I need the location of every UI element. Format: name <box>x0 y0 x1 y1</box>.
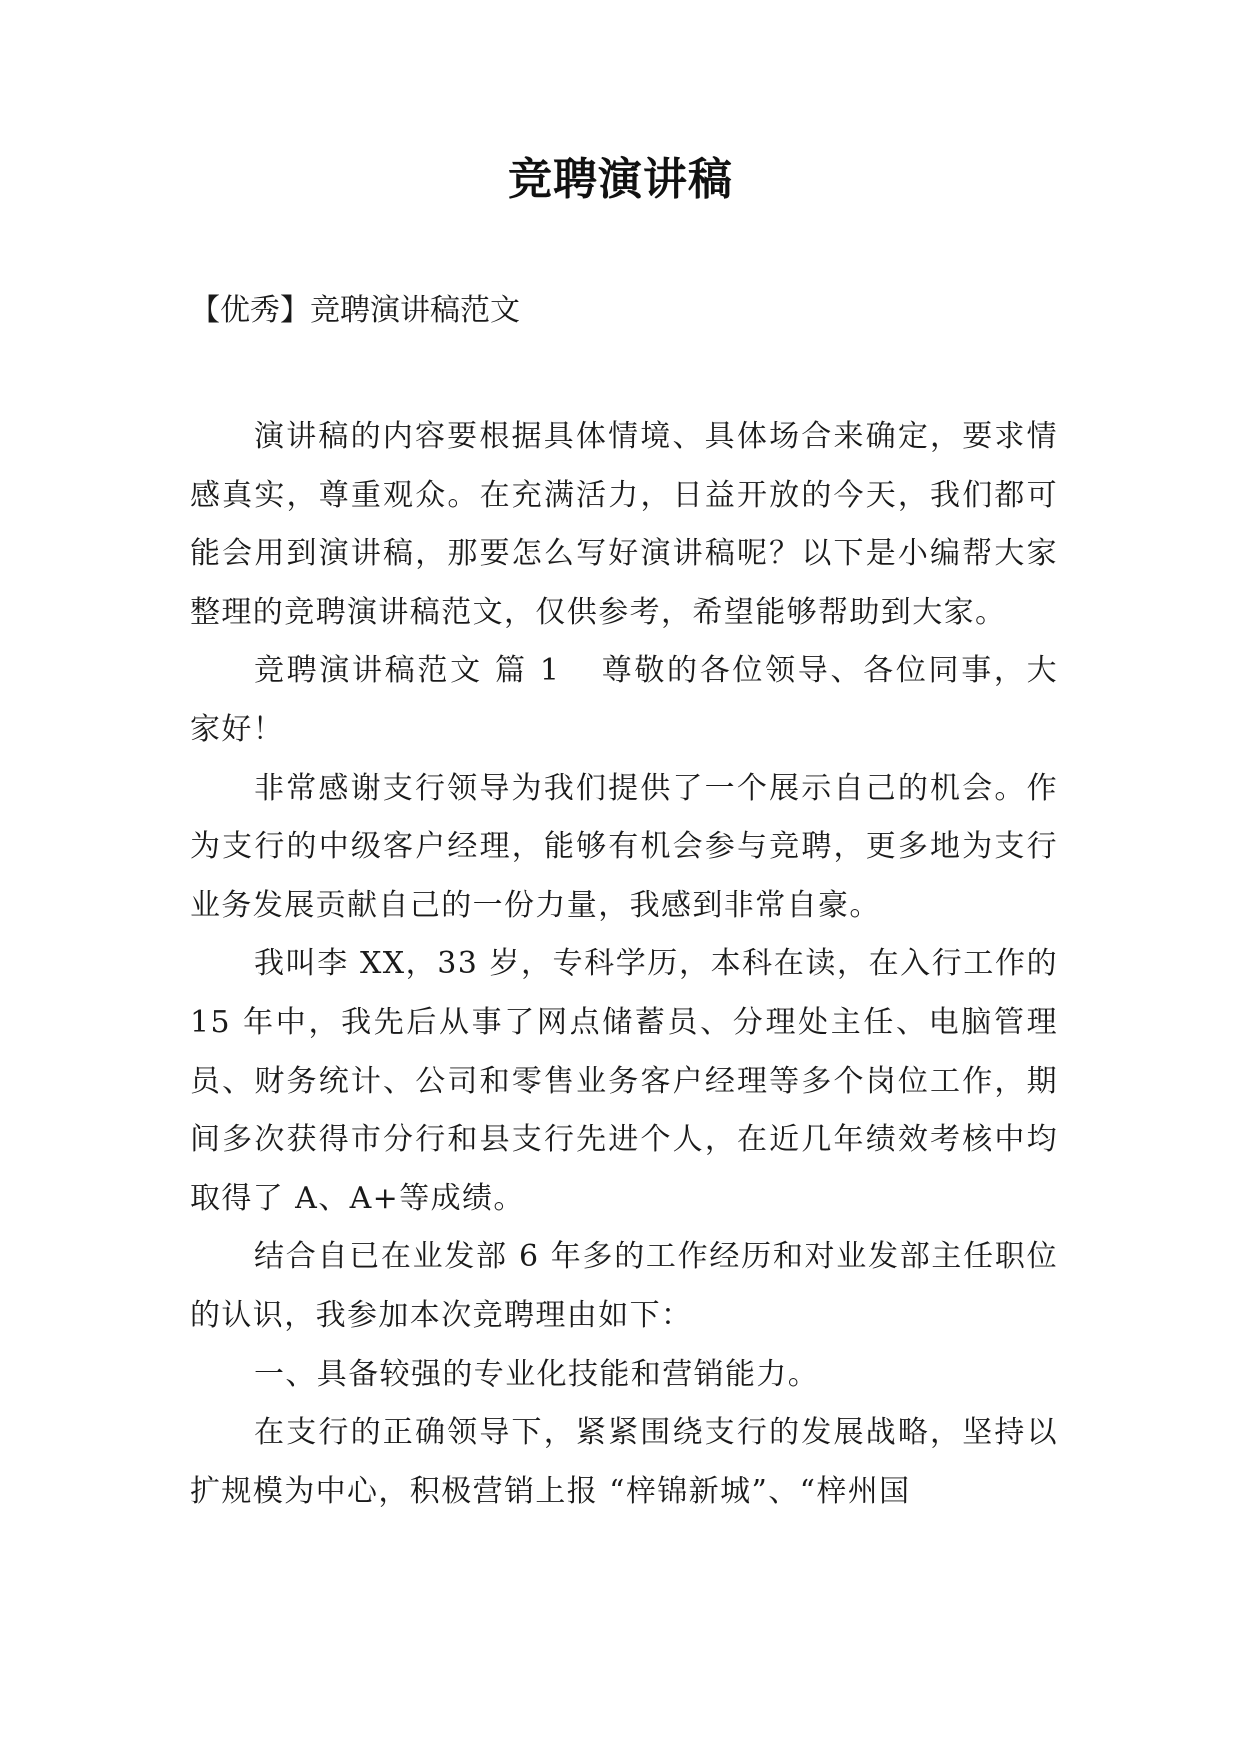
document-subtitle: 【优秀】竞聘演讲稿范文 <box>190 293 520 328</box>
body-paragraph: 非常感谢支行领导为我们提供了一个展示自己的机会。作为支行的中级客户经理，能够有机会参与竞聘，更多地为支行业务发展贡献自己的一份力量，我感到非常自豪。 <box>190 770 1058 923</box>
greeting-text: 尊敬的各位领导、各位同事，大家好！ <box>190 653 1058 747</box>
body-paragraph: 演讲稿的内容要根据具体情境、具体场合来确定，要求情感真实，尊重观众。在充满活力，日益开放的今天，我们都可能会用到演讲稿，那要怎么写好演讲稿呢？以下是小编帮大家整理的竞聘演讲稿范文，仅供参考，希望能够帮助到大家。 <box>190 419 1058 630</box>
section-heading-paragraph <box>190 642 1058 759</box>
body-paragraph: 我叫李 XX，33 岁，专科学历，本科在读，在入行工作的 15 年中，我先后从事了网点储蓄员、分理处主任、电脑管理员、财务统计、公司和零售业务客户经理等多个岗位工作，期间多次获得市分行和县支行先进个人，在近几年绩效考核中均取得了 A、A+等成绩。 <box>190 946 1058 1216</box>
body-paragraph: 在支行的正确领导下，紧紧围绕支行的发展战略，坚持以扩规模为中心，积极营销上报 “梓锦新城”、“梓州国 <box>190 1415 1058 1509</box>
section-heading: 竞聘演讲稿范文 篇 1 <box>254 653 561 689</box>
document-body <box>190 408 1058 1521</box>
list-item: 一、具备较强的专业化技能和营销能力。 <box>254 1356 820 1392</box>
body-paragraph: 结合自已在业发部 6 年多的工作经历和对业发部主任职位的认识，我参加本次竞聘理由如下： <box>190 1239 1058 1333</box>
page-title: 竞聘演讲稿 <box>508 154 733 205</box>
